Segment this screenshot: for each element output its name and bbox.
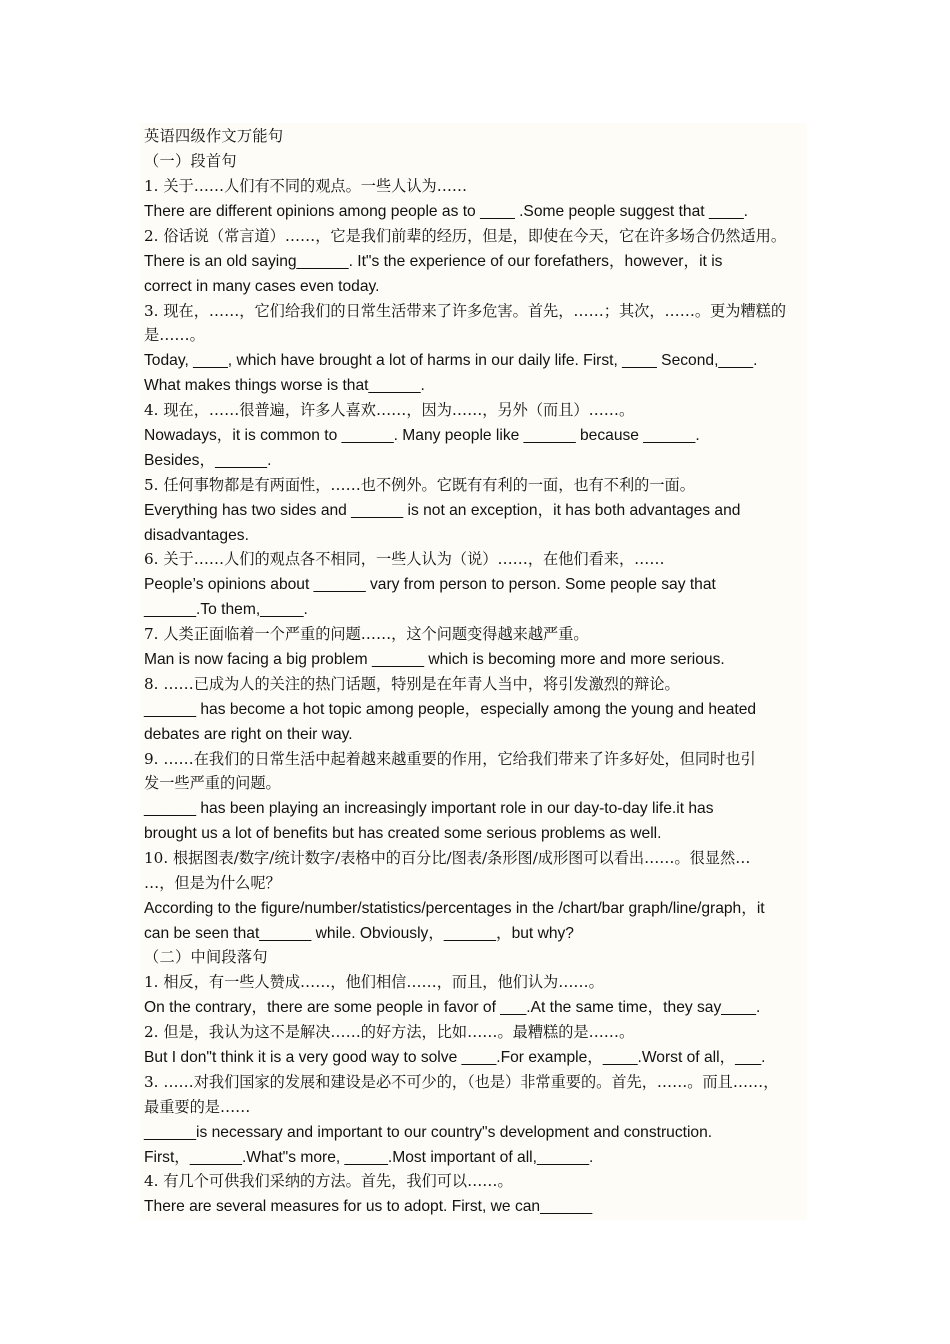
sentence-english: First，______.What"s more, _____.Most important of all,______. xyxy=(144,1149,594,1166)
sentence-english: There are different opinions among people as to ____ .Some people suggest that ____. xyxy=(144,203,748,220)
sentence-chinese: 9. ……在我们的日常生活中起着越来越重要的作用，它给我们带来了许多好处，但同时也引 xyxy=(144,750,756,768)
sentence-english: There are several measures for us to adopt. First, we can______ xyxy=(144,1198,593,1215)
sentence-english: On the contrary，there are some people in favor of ___.At the same time，they say____. xyxy=(144,999,761,1016)
document-title: 英语四级作文万能句 xyxy=(144,127,284,145)
sentence-chinese: 4. 有几个可供我们采纳的方法。首先，我们可以……。 xyxy=(144,1172,513,1190)
sentence-english: correct in many cases even today. xyxy=(144,278,380,295)
sentence-english: People’s opinions about ______ vary from person to person. Some people say that xyxy=(144,576,716,593)
sentence-chinese: 3. ……对我们国家的发展和建设是必不可少的，（也是）非常重要的。首先，……。而且……， xyxy=(144,1073,779,1091)
section-heading: （二）中间段落句 xyxy=(144,948,268,966)
sentence-chinese: 6. 关于……人们的观点各不相同，一些人认为（说）……，在他们看来，…… xyxy=(144,550,665,568)
sentence-english: debates are right on their way. xyxy=(144,726,353,743)
sentence-chinese: …，但是为什么呢？ xyxy=(144,874,281,892)
sentence-english: Today, ____, which have brought a lot of harms in our daily life. First, ____ Second,____. xyxy=(144,352,758,369)
sentence-english: disadvantages. xyxy=(144,527,249,544)
sentence-chinese: 发一些严重的问题。 xyxy=(144,774,281,792)
sentence-english: can be seen that______ while. Obviously，______，but why? xyxy=(144,925,574,942)
sentence-chinese: 最重要的是…… xyxy=(144,1098,251,1116)
sentence-chinese: 2. 俗话说（常言道）……，它是我们前辈的经历，但是，即使在今天，它在许多场合仍然适用。 xyxy=(144,227,787,245)
sentence-english: There is an old saying______. It"s the experience of our forefathers，however，it is xyxy=(144,253,723,270)
sentence-english: Besides，______. xyxy=(144,452,272,469)
sentence-chinese: 是……。 xyxy=(144,326,205,344)
sentence-chinese: 5. 任何事物都是有两面性，……也不例外。它既有有利的一面，也有不利的一面。 xyxy=(144,476,695,494)
sentence-english: brought us a lot of benefits but has created some serious problems as well. xyxy=(144,825,662,842)
section-heading: （一）段首句 xyxy=(144,152,237,170)
sentence-chinese: 7. 人类正面临着一个严重的问题……，这个问题变得越来越严重。 xyxy=(144,625,589,643)
sentence-english: Nowadays，it is common to ______. Many people like ______ because ______. xyxy=(144,427,700,444)
sentence-english: ______ has become a hot topic among people，especially among the young and heated xyxy=(144,701,757,718)
sentence-english: But I don"t think it is a very good way to solve ____.For example，____.Worst of all，___. xyxy=(144,1049,766,1066)
document-page xyxy=(140,123,807,1220)
sentence-english: ______.To them,_____. xyxy=(144,601,308,618)
sentence-chinese: 4. 现在，……很普遍，许多人喜欢……，因为……，另外（而且）……。 xyxy=(144,401,635,419)
sentence-english: What makes things worse is that______. xyxy=(144,377,425,394)
sentence-english: According to the figure/number/statistics/percentages in the /chart/bar graph/line/graph，it xyxy=(144,900,765,917)
sentence-chinese: 3. 现在，……，它们给我们的日常生活带来了许多危害。首先，……；其次，……。更为糟糕的 xyxy=(144,302,787,320)
sentence-english: Man is now facing a big problem ______ which is becoming more and more serious. xyxy=(144,651,725,668)
sentence-chinese: 10. 根据图表/数字/统计数字/表格中的百分比/图表/条形图/成形图可以看出……。很显然… xyxy=(144,849,751,867)
sentence-english: Everything has two sides and ______ is not an exception，it has both advantages and xyxy=(144,502,741,519)
sentence-chinese: 2. 但是，我认为这不是解决……的好方法，比如……。最糟糕的是……。 xyxy=(144,1023,635,1041)
sentence-english: ______is necessary and important to our country"s development and construction. xyxy=(144,1124,713,1141)
sentence-chinese: 8. ……已成为人的关注的热门话题，特别是在年青人当中，将引发激烈的辩论。 xyxy=(144,675,680,693)
sentence-chinese: 1. 相反，有一些人赞成……，他们相信……，而且，他们认为……。 xyxy=(144,973,604,991)
sentence-english: ______ has been playing an increasingly important role in our day-to-day life.it has xyxy=(144,800,714,817)
sentence-chinese: 1. 关于……人们有不同的观点。一些人认为…… xyxy=(144,177,468,195)
